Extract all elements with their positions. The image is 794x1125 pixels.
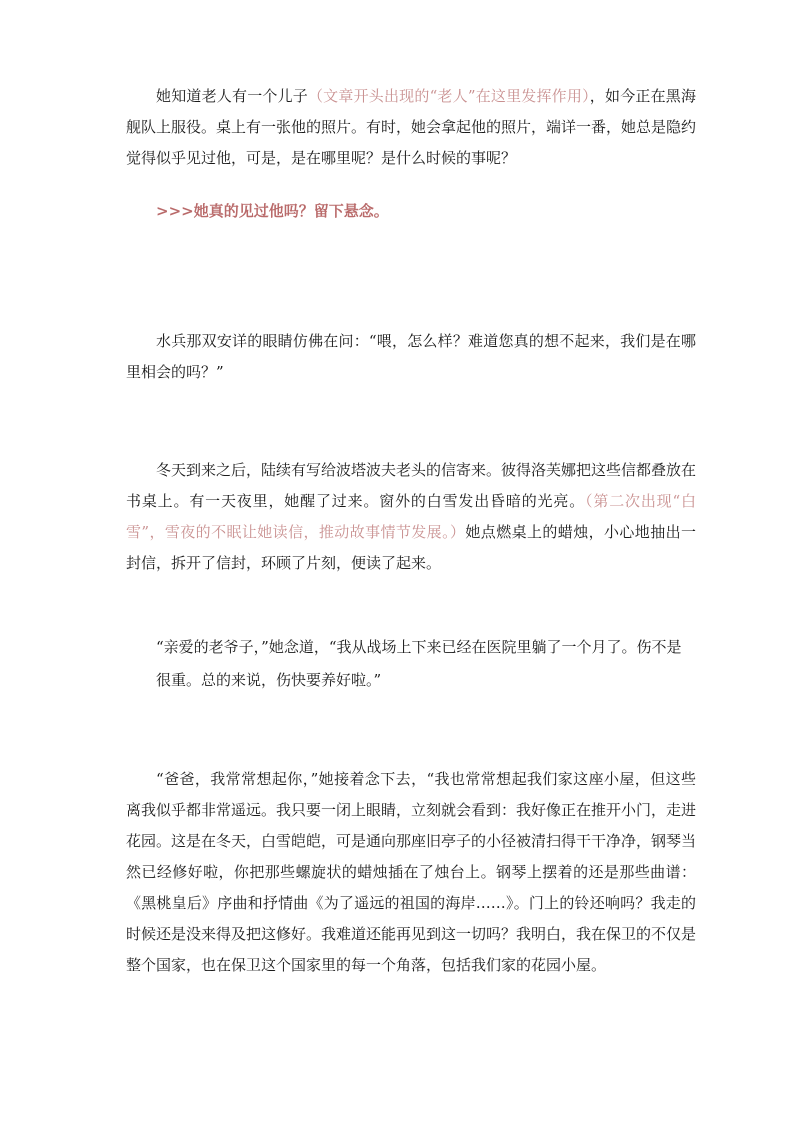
annotation-old-man: （文章开头出现的“老人”在这里发挥作用） <box>307 87 590 105</box>
paragraph-4-line-2-text: 很重。总的来说，伤快要养好啦。” <box>156 671 382 689</box>
paragraph-1 <box>126 81 696 174</box>
paragraph-4-line-1 <box>126 632 696 663</box>
hint-text: >>>她真的见过他吗？留下悬念。 <box>156 202 389 220</box>
annotation-white-snow: （第二次出现“白雪”，雪夜的不眠让她读信，推动故事情节发展。） <box>126 492 696 541</box>
paragraph-1-text-a: 她知道老人有一个儿子 <box>156 87 308 105</box>
paragraph-3-text-b: 她点燃桌上的蜡烛，小心地抽出一封信，拆开了信封，环顾了片刻，便读了起来。 <box>126 523 696 572</box>
paragraph-1-text-b: ，如今正在黑海舰队上服役。桌上有一张他的照片。有时，她会拿起他的照片，端详一番，她总是隐约觉得似乎见过他，可是，是在哪里呢？是什么时候的事呢？ <box>126 87 697 167</box>
paragraph-2 <box>126 326 696 388</box>
paragraph-2-text: 水兵那双安详的眼睛仿佛在问：“喂，怎么样？难道您真的想不起来，我们是在哪里相会的吗？” <box>126 332 696 381</box>
paragraph-3-text-a: 冬天到来之后，陆续有写给波塔波夫老头的信寄来。彼得洛芙娜把这些信都叠放在书桌上。有一天夜里，她醒了过来。窗外的白雪发出昏暗的光亮。 <box>126 461 697 510</box>
hint-suspense <box>126 196 696 227</box>
paragraph-5-text: “爸爸，我常常想起你，”她接着念下去，“我也常常想起我们家这座小屋，但这些离我似乎都非常遥远。我只要一闭上眼睛，立刻就会看到：我好像正在推开小门，走进花园。这是在冬天，白雪皑皑，可是通向那座旧亭子的小径被清扫得干干净净，钢琴当然已经修好啦，你把那些螺旋状的蜡烛插在了烛台上。钢琴上摆着的还是那些曲谱：《黑桃皇后》序曲和抒情曲《为了遥远的祖国的海岸……》。门上的铃还响吗？我走的时候还是没来得及把这修好。我难道还能再见到这一切吗？我明白，我在保卫的不仅是整个国家，也在保卫这个国家里的每一个角落，包括我们家的花园小屋。 <box>126 770 697 974</box>
paragraph-3 <box>126 455 696 579</box>
paragraph-5 <box>126 764 696 981</box>
paragraph-4-line-1-text: “亲爱的老爷子，”她念道，“我从战场上下来已经在医院里躺了一个月了。伤不是 <box>156 638 682 656</box>
paragraph-4-line-2 <box>156 663 696 698</box>
